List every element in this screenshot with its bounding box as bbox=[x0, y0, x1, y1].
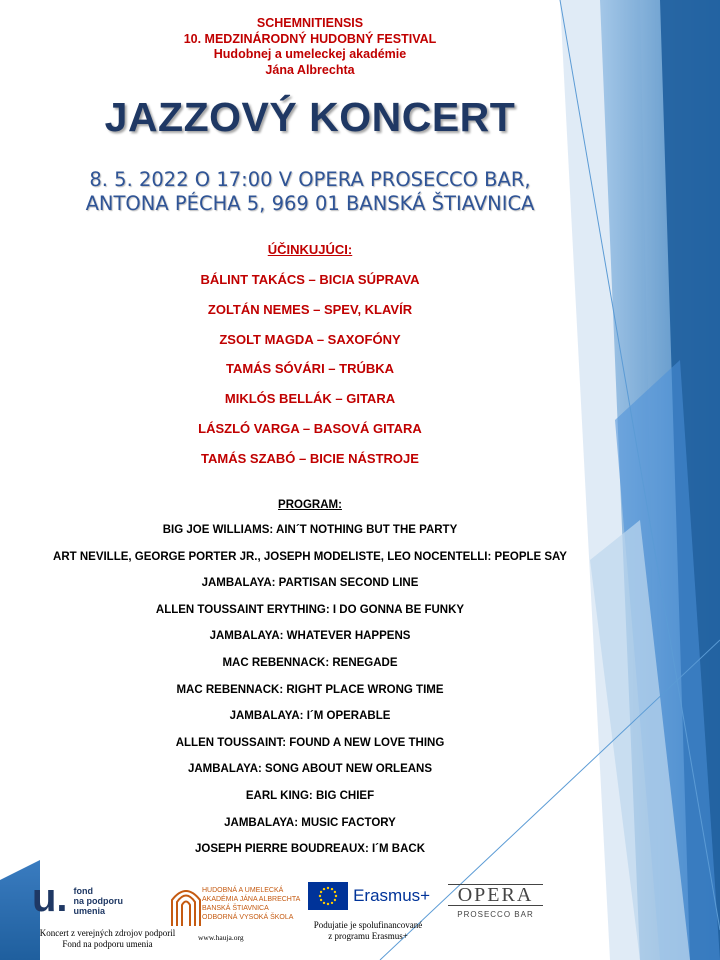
event-details bbox=[0, 168, 620, 216]
eu-star bbox=[331, 888, 333, 890]
eu-star bbox=[334, 891, 336, 893]
opera-logo bbox=[448, 884, 543, 919]
fpu-name-2: na podporu bbox=[73, 896, 124, 906]
eu-star bbox=[319, 895, 321, 897]
eu-star bbox=[335, 895, 337, 897]
festival-header bbox=[0, 16, 620, 78]
fpu-letter: u. bbox=[32, 876, 68, 920]
hauja-name-1: HUDOBNÁ A UMELECKÁ bbox=[202, 887, 284, 894]
program-item: BIG JOE WILLIAMS: AIN´T NOTHING BUT THE PARTY bbox=[162, 524, 458, 536]
eu-star bbox=[327, 903, 329, 905]
hauja-name-3: BANSKÁ ŠTIAVNICA bbox=[202, 905, 269, 912]
program-item: MAC REBENNACK: RIGHT PLACE WRONG TIME bbox=[176, 683, 444, 696]
header-line-2: 10. MEDZINÁRODNÝ HUDOBNÝ FESTIVAL bbox=[183, 31, 437, 46]
opera-name: OPERA bbox=[448, 884, 543, 906]
eu-star bbox=[320, 899, 322, 901]
program-item: EARL KING: BIG CHIEF bbox=[245, 790, 375, 802]
eu-star bbox=[320, 891, 322, 893]
eu-star bbox=[331, 902, 333, 904]
eu-star bbox=[323, 902, 325, 904]
program-item: MAC REBENNACK: RENEGADE bbox=[222, 657, 398, 669]
performer-item: BÁLINT TAKÁCS – BICIA SÚPRAVA bbox=[200, 272, 420, 287]
hauja-name-2: AKADÉMIA JÁNA ALBRECHTA bbox=[202, 896, 301, 903]
eu-star bbox=[327, 887, 329, 889]
erasmus-note-2: z programu Erasmus+ bbox=[328, 931, 408, 941]
fpu-logo bbox=[32, 876, 182, 920]
eu-flag-icon bbox=[308, 882, 348, 910]
erasmus-logo bbox=[308, 882, 443, 910]
program-item: ART NEVILLE, GEORGE PORTER JR., JOSEPH MODELISTE, LEO NOCENTELLI: PEOPLE SAY bbox=[53, 550, 567, 563]
performer-item: LÁSZLÓ VARGA – BASOVÁ GITARA bbox=[198, 421, 422, 436]
program-item: JAMBALAYA: WHATEVER HAPPENS bbox=[209, 630, 411, 643]
event-address: ANTONA PÉCHA 5, 969 01 BANSKÁ ŠTIAVNICA bbox=[85, 192, 535, 215]
performer-item: MIKLÓS BELLÁK – GITARA bbox=[224, 391, 396, 407]
performer-item: TAMÁS SZABÓ – BICIE NÁSTROJE bbox=[201, 450, 419, 466]
program-item: JAMBALAYA: PARTISAN SECOND LINE bbox=[201, 577, 419, 590]
header-line-4: Jána Albrechta bbox=[265, 62, 355, 77]
program-item: JAMBALAYA: MUSIC FACTORY bbox=[224, 816, 396, 829]
program-heading: PROGRAM: bbox=[278, 499, 342, 511]
fpu-note bbox=[20, 928, 195, 950]
performers-heading: ÚČINKUJÚCI: bbox=[267, 242, 353, 257]
page-title: JAZZOVÝ KONCERT bbox=[104, 94, 516, 140]
event-date-venue: 8. 5. 2022 O 17:00 V OPERA PROSECCO BAR, bbox=[89, 168, 531, 191]
header-line-1: SCHEMNITIENSIS bbox=[256, 16, 364, 30]
fpu-note-1: Koncert z verejných zdrojov podporil bbox=[39, 928, 176, 938]
performer-item: TAMÁS SÓVÁRI – TRÚBKA bbox=[225, 361, 395, 377]
performer-item: ZOLTÁN NEMES – SPEV, KLAVÍR bbox=[207, 301, 413, 317]
fpu-name-1: fond bbox=[73, 886, 94, 896]
fpu-name-3: umenia bbox=[73, 906, 106, 916]
program-item: JAMBALAYA: SONG ABOUT NEW ORLEANS bbox=[187, 763, 433, 776]
hauja-emblem-icon bbox=[168, 882, 204, 930]
hauja-name-4: ODBORNÁ VYSOKÁ ŠKOLA bbox=[202, 914, 294, 921]
program-item: ALLEN TOUSSAINT: FOUND A NEW LOVE THING bbox=[175, 736, 445, 749]
performer-item: ZSOLT MAGDA – SAXOFÓNY bbox=[219, 331, 401, 347]
opera-sub: PROSECCO BAR bbox=[457, 910, 534, 919]
erasmus-note bbox=[298, 920, 438, 942]
fpu-note-2: Fond na podporu umenia bbox=[62, 939, 153, 949]
eu-star bbox=[334, 899, 336, 901]
erasmus-label: Erasmus+ bbox=[353, 886, 431, 905]
program-item: ALLEN TOUSSAINT ERYTHING: I DO GONNA BE FUNKY bbox=[155, 603, 465, 616]
eu-star bbox=[323, 888, 325, 890]
program-item: JOSEPH PIERRE BOUDREAUX: I´M BACK bbox=[194, 843, 426, 856]
erasmus-note-1: Podujatie je spolufinancované bbox=[313, 920, 423, 930]
header-line-3: Hudobnej a umeleckej akadémie bbox=[213, 47, 407, 61]
hauja-web: www.hauja.org bbox=[198, 933, 244, 942]
program-item: JAMBALAYA: I´M OPERABLE bbox=[229, 710, 391, 723]
